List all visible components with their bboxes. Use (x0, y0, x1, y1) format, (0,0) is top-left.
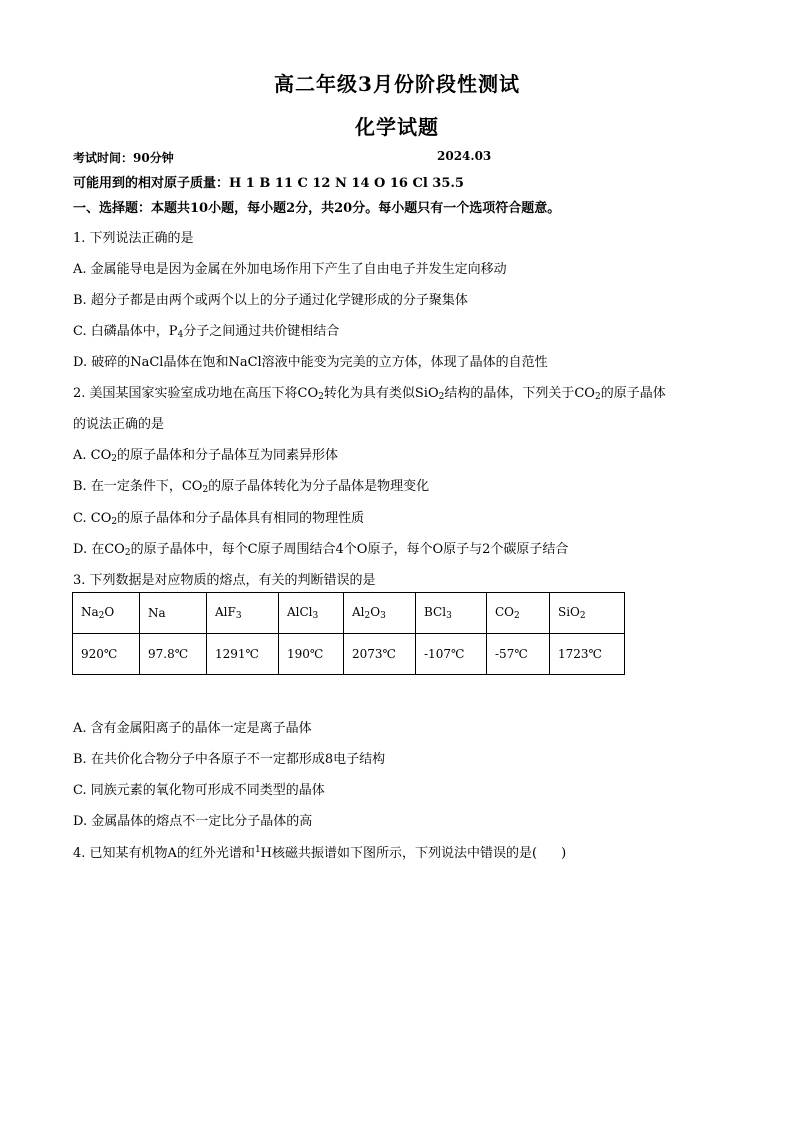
exam-date: 2024.03 (437, 149, 492, 163)
q2-a-pre: A. CO (73, 448, 112, 463)
q3-option-a: A. 含有金属阳离子的晶体一定是离子晶体 (73, 721, 312, 736)
section-heading: 一、选择题：本题共10小题，每小题2分，共20分。每小题只有一个选项符合题意。 (73, 201, 561, 216)
table-cell: 1723℃ (550, 634, 625, 675)
q2-option-d (73, 538, 568, 558)
page-subtitle: 化学试题 (355, 115, 439, 139)
q1-option-b: B. 超分子都是由两个或两个以上的分子通过化学键形成的分子聚集体 (73, 293, 468, 308)
table-cell: 97.8℃ (140, 634, 207, 675)
table-cell: 920℃ (73, 634, 140, 675)
table-header-cell: $Al_2O_3$ (344, 593, 416, 634)
q4-pre: 4. 已知某有机物A的红外光谱和 (73, 846, 255, 861)
q1-c-sub: 4 (177, 330, 184, 340)
table-header-cell: $Na_2O$ (73, 593, 140, 634)
q4-stem (73, 842, 566, 861)
q2-d-sub: 2 (124, 548, 131, 558)
q1-stem: 1. 下列说法正确的是 (73, 231, 194, 246)
table-cell: -107℃ (416, 634, 487, 675)
q2-s4: 的原子晶体 (600, 386, 666, 401)
q2-c-post: 的原子晶体和分子晶体具有相同的物理性质 (117, 511, 365, 526)
q2-d-post: 的原子晶体中，每个C原子周围结合4个O原子，每个O原子与2个碳原子结合 (130, 542, 569, 557)
q2-sub-3: 2 (594, 392, 601, 402)
q2-option-c (73, 507, 364, 527)
q2-a-post: 的原子晶体和分子晶体互为同素异形体 (117, 448, 339, 463)
q1-option-a: A. 金属能导电是因为金属在外加电场作用下产生了自由电子并发生定向移动 (73, 262, 507, 277)
table-cell: 1291℃ (207, 634, 279, 675)
q4-sup: 1 (254, 845, 261, 855)
q2-option-a (73, 444, 338, 464)
table-header-cell: $CO_2$ (487, 593, 550, 634)
page-title: 高二年级3月份阶段性测试 (274, 72, 520, 96)
q2-a-sub: 2 (111, 454, 117, 464)
q2-option-b (73, 475, 429, 495)
atomic-masses: 可能用到的相对原子质量：H 1 B 11 C 12 N 14 O 16 Cl 35.5 (73, 176, 464, 191)
melting-point-table (72, 592, 625, 675)
table-header-cell: SiO$_2$ (550, 593, 625, 634)
exam-time: 考试时间：90分钟 (73, 151, 174, 165)
q4-post: H核磁共振谱如下图所示，下列说法中错误的是( (260, 846, 538, 861)
q2-c-sub: 2 (111, 517, 118, 527)
q3-stem: 3. 下列数据是对应物质的熔点，有关的判断错误的是 (73, 573, 376, 588)
q2-s1: 2. 美国某国家实验室成功地在高压下将CO (73, 386, 319, 401)
table-header-cell: BCl$_3$ (416, 593, 487, 634)
q2-stem (73, 382, 666, 402)
table-header-cell: Na (140, 593, 207, 634)
q1-c-pre: C. 白磷晶体中，P (73, 324, 178, 339)
table-cell: 2073℃ (344, 634, 416, 675)
q2-sub-2: 2 (438, 392, 445, 402)
table-header-row (73, 593, 625, 634)
q2-b-pre: B. 在一定条件下，CO (73, 479, 203, 494)
q2-s3: 结构的晶体，下列关于CO (444, 386, 595, 401)
q3-option-d: D. 金属晶体的熔点不一定比分子晶体的高 (73, 814, 313, 829)
q2-b-post: 的原子晶体转化为分子晶体是物理变化 (208, 479, 430, 494)
q2-stem-line2: 的说法正确的是 (73, 417, 165, 432)
q4-close: ) (561, 846, 567, 861)
table-row (73, 634, 625, 675)
q1-option-c (73, 320, 339, 340)
q2-sub-1: 2 (318, 392, 324, 402)
q2-s2: 转化为具有类似SiO (323, 386, 439, 401)
table-header-cell: AlF$_3$ (207, 593, 279, 634)
q3-option-b: B. 在共价化合物分子中各原子不一定都形成8电子结构 (73, 752, 386, 767)
q2-d-pre: D. 在CO (73, 542, 125, 557)
q1-option-d: D. 破碎的NaCl晶体在饱和NaCl溶液中能变为完美的立方体，体现了晶体的自范性 (73, 355, 548, 370)
table-header-cell: AlCl$_3$ (279, 593, 344, 634)
table-cell: 190℃ (279, 634, 344, 675)
q1-c-post: 分子之间通过共价键相结合 (183, 324, 340, 339)
q2-c-pre: C. CO (73, 511, 112, 526)
table-cell: -57℃ (487, 634, 550, 675)
q2-b-sub: 2 (202, 485, 209, 495)
q3-option-c: C. 同族元素的氧化物可形成不同类型的晶体 (73, 783, 325, 798)
